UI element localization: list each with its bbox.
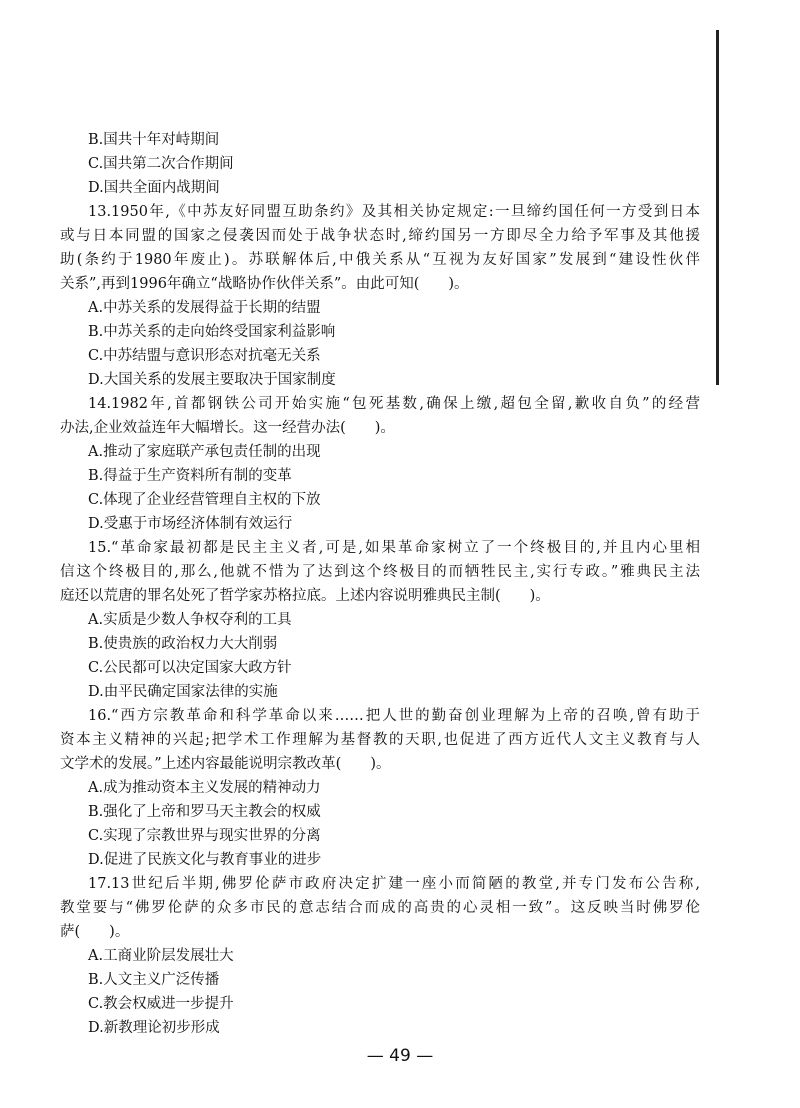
question-15-line: 庭还以荒唐的罪名处死了哲学家苏格拉底。上述内容说明雅典民主制( )。: [60, 588, 550, 604]
option-c-q17: C.教会权威进一步提升: [88, 996, 234, 1012]
question-text-block: [60, 128, 700, 1040]
option-a-q14: A.推动了家庭联产承包责任制的出现: [88, 444, 321, 460]
question-14-line: 办法,企业效益连年大幅增长。这一经营办法( )。: [60, 420, 395, 436]
question-16-line: 文学术的发展。”上述内容最能说明宗教改革( )。: [60, 756, 391, 772]
question-15-line: 15.“革命家最初都是民主主义者,可是,如果革命家树立了一个终极目的,并且内心里相: [88, 540, 700, 556]
option-a-q16: A.成为推动资本主义发展的精神动力: [88, 780, 321, 796]
question-16-line: 16.“西方宗教革命和科学革命以来……把人世的勤奋创业理解为上帝的召唤,曾有助于: [88, 708, 700, 724]
question-17-line: 萨( )。: [60, 924, 130, 940]
question-17-line: 17.13世纪后半期,佛罗伦萨市政府决定扩建一座小而简陋的教堂,并专门发布公告称,: [88, 876, 700, 892]
option-d-q14: D.受惠于市场经济体制有效运行: [88, 516, 293, 532]
option-a-q13: A.中苏关系的发展得益于长期的结盟: [88, 300, 321, 316]
question-14-line: 14.1982年,首都钢铁公司开始实施“包死基数,确保上缴,超包全留,歉收自负”的经营: [88, 396, 700, 412]
option-b-q16: B.强化了上帝和罗马天主教会的权威: [88, 804, 321, 820]
option-b-q14: B.得益于生产资料所有制的变革: [88, 468, 292, 484]
question-17-line: 教堂要与“佛罗伦萨的众多市民的意志结合而成的高贵的心灵相一致”。这反映当时佛罗伦: [60, 900, 700, 916]
option-a-q17: A.工商业阶层发展壮大: [88, 948, 234, 964]
option-d-q17: D.新教理论初步形成: [88, 1020, 220, 1036]
option-c-q16: C.实现了宗教世界与现实世界的分离: [88, 828, 321, 844]
option-b-q17: B.人文主义广泛传播: [88, 972, 220, 988]
option-b-q15: B.使贵族的政治权力大大削弱: [88, 636, 278, 652]
option-c-q13: C.中苏结盟与意识形态对抗毫无关系: [88, 348, 321, 364]
option-b-q12: B.国共十年对峙期间: [88, 132, 220, 148]
option-c-q14: C.体现了企业经营管理自主权的下放: [88, 492, 321, 508]
page-edge-line: [716, 30, 719, 385]
option-b-q13: B.中苏关系的走向始终受国家利益影响: [88, 324, 336, 340]
question-13-line: 关系”,再到1996年确立“战略协作伙伴关系”。由此可知( )。: [60, 276, 469, 292]
question-13-line: 13.1950年,《中苏友好同盟互助条约》及其相关协定规定:一旦缔约国任何一方受到日本: [88, 204, 700, 220]
option-c-q12: C.国共第二次合作期间: [88, 156, 234, 172]
option-a-q15: A.实质是少数人争权夺利的工具: [88, 612, 292, 628]
page-number: — 49 —: [366, 1046, 434, 1066]
question-16-line: 资本主义精神的兴起;把学术工作理解为基督教的天职,也促进了西方近代人文主义教育与人: [60, 732, 700, 748]
question-15-line: 信这个终极目的,那么,他就不惜为了达到这个终极目的而牺牲民主,实行专政。”雅典民主法: [60, 564, 700, 580]
question-13-line: 助(条约于1980年废止)。苏联解体后,中俄关系从“互视为友好国家”发展到“建设性伙伴: [60, 252, 700, 268]
option-d-q12: D.国共全面内战期间: [88, 180, 220, 196]
question-13-line: 或与日本同盟的国家之侵袭因而处于战争状态时,缔约国另一方即尽全力给予军事及其他援: [60, 228, 700, 244]
option-d-q15: D.由平民确定国家法律的实施: [88, 684, 278, 700]
option-d-q16: D.促进了民族文化与教育事业的进步: [88, 852, 322, 868]
option-d-q13: D.大国关系的发展主要取决于国家制度: [88, 372, 336, 388]
option-c-q15: C.公民都可以决定国家大政方针: [88, 660, 292, 676]
